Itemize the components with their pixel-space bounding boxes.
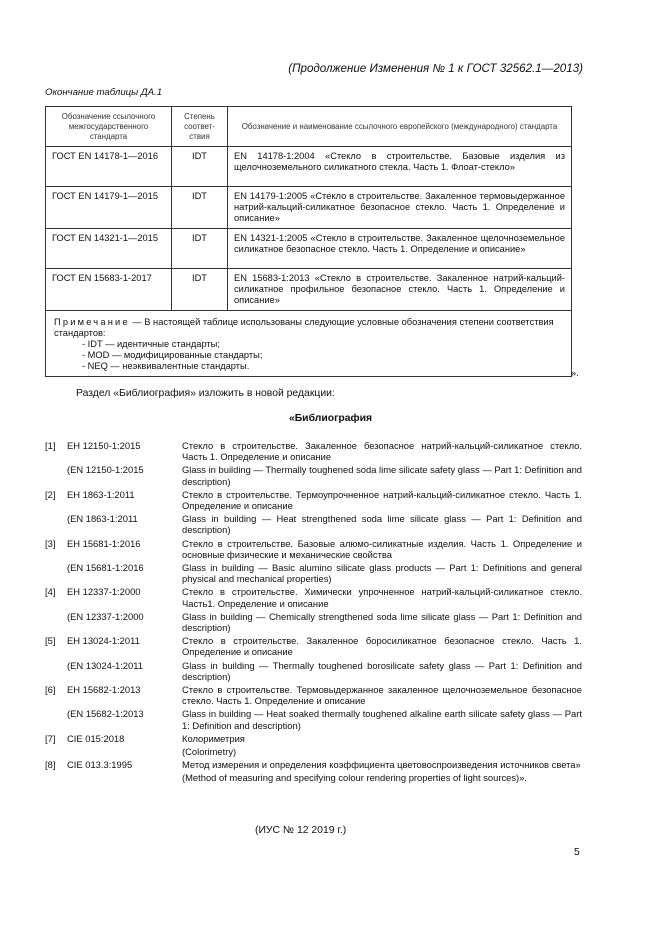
bibliography-entry [45,759,582,770]
entry-code: CIE 013.3:1995 [67,759,133,771]
entry-number [45,708,67,730]
bibliography-list [45,440,582,786]
bibliography-entry [45,513,582,535]
cell-degree: IDT [172,269,228,311]
entry-text: Glass in building — Chemically strengthened soda lime silicate glass — Part 1: Definition and description) [182,610,582,634]
entry-code: (EN 13024-1:2011 [67,659,143,671]
entry-text: Glass in building — Thermally toughened soda lime silicate safety glass — Part 1: Definition and description) [182,464,582,487]
entry-code: (EN 12337-1:2000 [67,610,144,622]
cell-gost: ГОСТ EN 14178-1—2016 [46,147,172,187]
entry-text: Метод измерения и определения коэффициента цветовоспроизведения источников света» [182,759,581,771]
bibliography-entry [45,538,582,560]
bibliography-entry [45,733,582,744]
intro-text: Раздел «Библиография» изложить в новой редакции: [76,388,335,399]
bibliography-entry [45,708,582,730]
entry-text: Стекло в строительстве. Закаленное боросиликатное безопасное стекло. Часть 1. Определение и описание [182,635,582,658]
entry-text: Glass in building — Heat strengthened soda lime silicate glass — Part 1: Definition and description) [182,513,582,536]
note-item: - MOD — модифицированные стандарты; [82,350,263,360]
table-row [46,147,572,187]
entry-text: Glass in building — Thermally toughened borosilicate safety glass — Part 1: Definition and description) [182,659,582,682]
bibliography-entry [45,586,582,608]
cell-en: EN 14321-1:2005 «Стекло в строительстве. Закаленное щелочноземельное силикатное безопасное стекло. Часть 1. Определение и описание» [228,229,572,269]
note-text: — В настоящей таблице использованы следующие условные обозначения степени соответствия стандартов: [54,317,554,338]
entry-number: [5] [45,635,56,647]
entry-text: Стекло в строительстве. Закаленное безопасное натрий-кальций-силикатное стекло. Часть 1. Определение и описание [182,440,582,463]
table-row [46,229,572,269]
entry-code: CIE 015:2018 [67,732,125,744]
cell-degree: IDT [172,147,228,187]
entry-text: Стекло в строительстве. Химически упрочненное натрий-кальций-силикатное стекло. Часть1. Определение и описание [182,586,582,609]
entry-number: [8] [45,759,56,771]
entry-code: EH 15682-1:2013 [67,684,141,696]
cell-degree: IDT [172,229,228,269]
bibliography-title: «Библиография [288,413,373,424]
entry-number: [7] [45,732,56,744]
ius-reference: (ИУС № 12 2019 г.) [255,825,347,836]
bibliography-entry [45,660,582,682]
header-gost: Обозначение ссылочного межгосударственного стандарта [46,107,172,147]
table-note-row [46,311,572,377]
entry-number [45,772,67,783]
page-number: 5 [574,847,580,858]
entry-code [67,772,182,783]
entry-text: (Method of measuring and specifying colour rendering properties of light sources)». [182,772,527,784]
entry-text: Glass in building — Heat soaked thermally toughened alkaline earth silicate safety glass — Part 1: Definition and description) [182,708,582,731]
entry-code: EH 12150-1:2015 [67,440,141,451]
bibliography-entry [45,635,582,657]
entry-code: (EN 15682-1:2013 [67,708,144,720]
entry-text: Glass in building — Basic alumino silicate glass products — Part 1: Definitions and general physical and mechanical properties) [182,562,582,585]
table-header-row [46,107,572,147]
entry-code: (EN 12150-1:2015 [67,464,144,476]
entry-number [45,464,67,486]
entry-number: [4] [45,586,56,598]
entry-code: EH 13024-1:2011 [67,635,140,647]
entry-text: Стекло в строительстве. Базовые алюмо-силикатные изделия. Часть 1. Определение и основные физические и механические свойства [182,537,582,560]
entry-code: (EN 1863-1:2011 [67,513,138,525]
header-degree: Степень соответ-ствия [172,107,228,147]
note-label: Примечание [54,317,130,327]
cell-gost: ГОСТ EN 14321-1—2015 [46,229,172,269]
cell-degree: IDT [172,187,228,229]
bibliography-entry [45,562,582,584]
page-header: (Продолжение Изменения № 1 к ГОСТ 32562.1—2013) [288,62,583,75]
entry-code: (EN 15681-1:2016 [67,562,144,574]
note-item: - IDT — идентичные стандарты; [82,339,220,349]
bibliography-entry [45,440,582,462]
correspondence-table [45,106,572,377]
entry-number: [2] [45,488,56,500]
bibliography-entry [45,772,582,783]
table-row [46,269,572,311]
entry-text: Стекло в строительстве. Термовыдержанное закаленное щелочноземельное безопасное стекло. Часть 1. Определение и описание [182,684,582,707]
note-item: - NEQ — неэквивалентные стандарты. [82,361,250,371]
bibliography-entry [45,464,582,486]
entry-number [45,611,67,633]
entry-number: [3] [45,537,56,549]
entry-code: EH 15681-1:2016 [67,537,141,549]
entry-number: [6] [45,684,56,696]
header-en: Обозначение и наименование ссылочного европейского (международного) стандарта [228,107,572,147]
table-note [46,311,572,377]
cell-en: EN 14178-1:2004 «Стекло в строительстве. Базовые изделия из щелочноземельного силикатного стекла. Часть 1. Флоат-стекло» [228,147,572,187]
bibliography-entry [45,489,582,511]
entry-number [45,660,67,682]
entry-number [45,562,67,584]
cell-gost: ГОСТ EN 15683-1-2017 [46,269,172,311]
table-close-quote: ». [571,368,579,378]
entry-text: (Colorimetry) [182,746,237,758]
cell-gost: ГОСТ EN 14179-1—2015 [46,187,172,229]
entry-text: Колориметрия [182,732,245,744]
table-row [46,187,572,229]
entry-code: EH 12337-1:2000 [67,586,141,598]
note-intro [54,317,563,339]
bibliography-entry [45,684,582,706]
cell-en: EN 14179-1:2005 «Стекло в строительстве. Закаленное термовыдержанное натрий-кальций-силикатное безопасное стекло. Часть 1. Определение и описание» [228,187,572,229]
bibliography-entry [45,611,582,633]
entry-number: [1] [45,440,56,451]
cell-en: EN 15683-1:2013 «Стекло в строительстве. Закаленное натрий-кальций-силикатное профильное безопасное стекло. Часть 1. Определение и описание» [228,269,572,311]
entry-number [45,746,67,757]
bibliography-entry [45,746,582,757]
entry-code [67,746,182,757]
entry-code: EH 1863-1:2011 [67,488,135,500]
entry-text: Стекло в строительстве. Термоупрочненное натрий-кальций-силикатное стекло. Часть 1. Определение и описание [182,488,582,512]
entry-number [45,513,67,535]
table-caption: Окончание таблицы ДА.1 [45,87,163,98]
